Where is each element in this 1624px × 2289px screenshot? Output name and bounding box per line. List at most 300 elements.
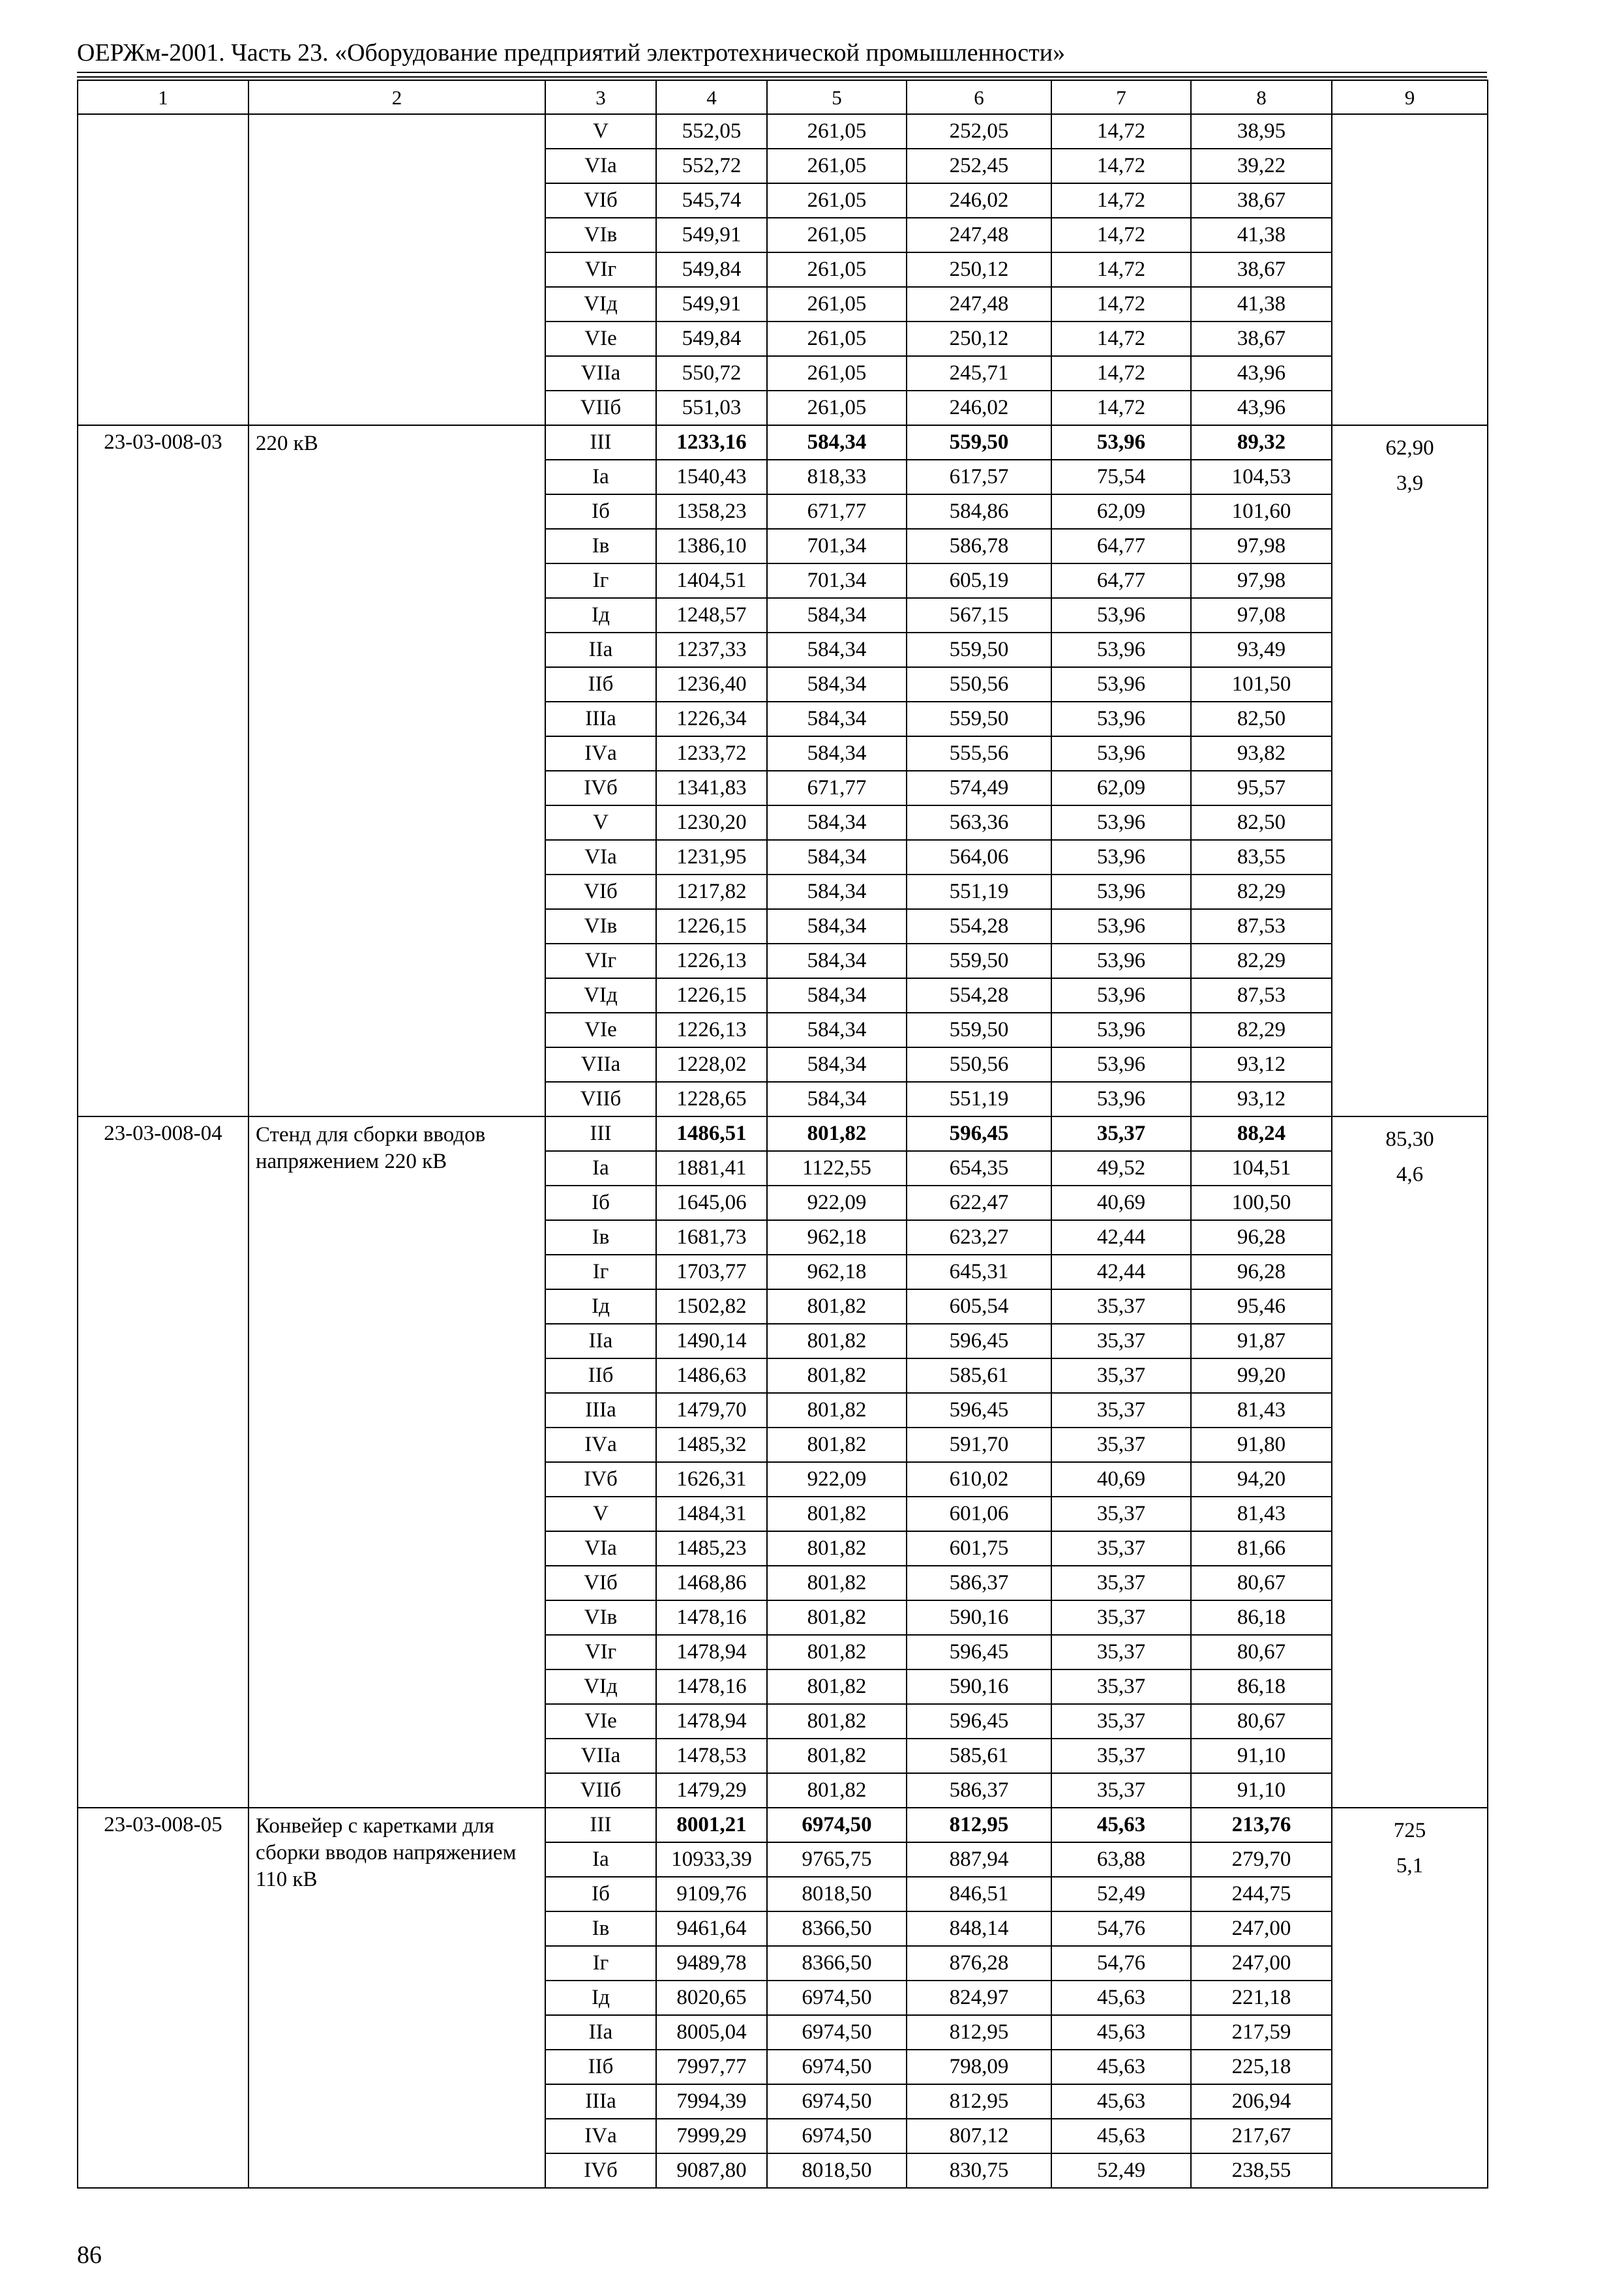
value-cell: 246,02 — [907, 391, 1051, 425]
value-cell: 86,18 — [1191, 1600, 1332, 1635]
value-cell: 584,34 — [767, 667, 907, 702]
column-number: 9 — [1332, 80, 1488, 114]
extra-value: 85,30 — [1385, 1128, 1434, 1151]
value-cell: 35,37 — [1051, 1358, 1191, 1393]
value-cell: 53,96 — [1051, 1082, 1191, 1116]
zone-cell: IVа — [545, 1428, 656, 1462]
value-cell: 35,37 — [1051, 1116, 1191, 1151]
zone-cell: VIе — [545, 322, 656, 356]
zone-cell: VIб — [545, 875, 656, 909]
value-cell: 8001,21 — [656, 1808, 767, 1842]
zone-cell: IVб — [545, 2153, 656, 2188]
value-cell: 87,53 — [1191, 909, 1332, 944]
value-cell: 6974,50 — [767, 2084, 907, 2119]
value-cell: 54,76 — [1051, 1911, 1191, 1946]
value-cell: 554,28 — [907, 978, 1051, 1013]
extra-value: 4,6 — [1396, 1163, 1424, 1186]
value-cell: 596,45 — [907, 1704, 1051, 1739]
value-cell: 552,72 — [656, 149, 767, 183]
value-cell: 1230,20 — [656, 805, 767, 840]
value-cell: 247,48 — [907, 287, 1051, 322]
value-cell: 53,96 — [1051, 633, 1191, 667]
value-cell: 559,50 — [907, 1013, 1051, 1047]
value-cell: 217,59 — [1191, 2015, 1332, 2050]
value-cell: 807,12 — [907, 2119, 1051, 2153]
value-cell: 81,66 — [1191, 1531, 1332, 1566]
value-cell: 52,49 — [1051, 1877, 1191, 1911]
value-cell: 584,34 — [767, 875, 907, 909]
zone-cell: Iв — [545, 1911, 656, 1946]
value-cell: 41,38 — [1191, 287, 1332, 322]
value-cell: 848,14 — [907, 1911, 1051, 1946]
value-cell: 1226,13 — [656, 944, 767, 978]
column-number: 5 — [767, 80, 907, 114]
zone-cell: IVа — [545, 2119, 656, 2153]
value-cell: 54,76 — [1051, 1946, 1191, 1981]
value-cell: 261,05 — [767, 391, 907, 425]
value-cell: 801,82 — [767, 1704, 907, 1739]
value-cell: 14,72 — [1051, 218, 1191, 252]
value-cell: 53,96 — [1051, 425, 1191, 460]
zone-cell: Iв — [545, 1220, 656, 1255]
item-code — [78, 114, 248, 425]
value-cell: 80,67 — [1191, 1635, 1332, 1669]
value-cell: 7994,39 — [656, 2084, 767, 2119]
value-cell: 53,96 — [1051, 805, 1191, 840]
value-cell: 53,96 — [1051, 875, 1191, 909]
value-cell: 6974,50 — [767, 2119, 907, 2153]
value-cell: 8005,04 — [656, 2015, 767, 2050]
zone-cell: IIа — [545, 633, 656, 667]
value-cell: 83,55 — [1191, 840, 1332, 875]
value-cell: 35,37 — [1051, 1773, 1191, 1808]
extra-value: 725 — [1393, 1819, 1426, 1842]
zone-cell: V — [545, 805, 656, 840]
value-cell: 14,72 — [1051, 287, 1191, 322]
value-cell: 244,75 — [1191, 1877, 1332, 1911]
zone-cell: IIа — [545, 1324, 656, 1358]
value-cell: 962,18 — [767, 1220, 907, 1255]
value-cell: 6974,50 — [767, 1808, 907, 1842]
value-cell: 559,50 — [907, 633, 1051, 667]
value-cell: 1237,33 — [656, 633, 767, 667]
value-cell: 585,61 — [907, 1358, 1051, 1393]
value-cell: 922,09 — [767, 1186, 907, 1220]
column-number: 6 — [907, 80, 1051, 114]
zone-cell: VIIа — [545, 1739, 656, 1773]
header-rule — [77, 72, 1487, 73]
value-cell: 671,77 — [767, 771, 907, 805]
extra-value: 5,1 — [1396, 1854, 1424, 1878]
value-cell: 250,12 — [907, 322, 1051, 356]
value-cell: 1122,55 — [767, 1151, 907, 1186]
value-cell: 567,15 — [907, 598, 1051, 633]
value-cell: 9109,76 — [656, 1877, 767, 1911]
item-name: Стенд для сборки вводов напряжением 220 кВ — [248, 1116, 545, 1808]
value-cell: 53,96 — [1051, 1013, 1191, 1047]
value-cell: 8366,50 — [767, 1911, 907, 1946]
value-cell: 8018,50 — [767, 2153, 907, 2188]
value-cell: 1233,16 — [656, 425, 767, 460]
column-number: 8 — [1191, 80, 1332, 114]
zone-cell: VIIб — [545, 391, 656, 425]
zone-cell: Iа — [545, 1151, 656, 1186]
column-number: 3 — [545, 80, 656, 114]
value-cell: 584,34 — [767, 633, 907, 667]
value-cell: 14,72 — [1051, 183, 1191, 218]
value-cell: 62,09 — [1051, 771, 1191, 805]
value-cell: 38,67 — [1191, 252, 1332, 287]
value-cell: 550,56 — [907, 1047, 1051, 1082]
value-cell: 812,95 — [907, 1808, 1051, 1842]
zone-cell: Iб — [545, 494, 656, 529]
value-cell: 35,37 — [1051, 1393, 1191, 1428]
value-cell: 97,98 — [1191, 529, 1332, 563]
value-cell: 1502,82 — [656, 1289, 767, 1324]
zone-cell: Iа — [545, 1842, 656, 1877]
value-cell: 1490,14 — [656, 1324, 767, 1358]
value-cell: 97,98 — [1191, 563, 1332, 598]
value-cell: 14,72 — [1051, 322, 1191, 356]
extra-cell — [1332, 425, 1488, 1116]
value-cell: 549,84 — [656, 252, 767, 287]
value-cell: 247,48 — [907, 218, 1051, 252]
value-cell: 801,82 — [767, 1635, 907, 1669]
value-cell: 96,28 — [1191, 1255, 1332, 1289]
extra-value: 3,9 — [1396, 471, 1424, 495]
value-cell: 962,18 — [767, 1255, 907, 1289]
value-cell: 82,50 — [1191, 702, 1332, 736]
value-cell: 53,96 — [1051, 736, 1191, 771]
value-cell: 801,82 — [767, 1116, 907, 1151]
table-header — [78, 80, 1488, 114]
value-cell: 1486,63 — [656, 1358, 767, 1393]
value-cell: 14,72 — [1051, 356, 1191, 391]
value-cell: 45,63 — [1051, 1981, 1191, 2015]
zone-cell: IVб — [545, 1462, 656, 1497]
value-cell: 584,34 — [767, 944, 907, 978]
rates-table — [77, 80, 1488, 2189]
value-cell: 8366,50 — [767, 1946, 907, 1981]
zone-cell: IVа — [545, 736, 656, 771]
value-cell: 549,91 — [656, 218, 767, 252]
value-cell: 585,61 — [907, 1739, 1051, 1773]
value-cell: 41,38 — [1191, 218, 1332, 252]
value-cell: 49,52 — [1051, 1151, 1191, 1186]
value-cell: 35,37 — [1051, 1635, 1191, 1669]
zone-cell: III — [545, 1808, 656, 1842]
value-cell: 40,69 — [1051, 1462, 1191, 1497]
value-cell: 7997,77 — [656, 2050, 767, 2084]
value-cell: 35,37 — [1051, 1497, 1191, 1531]
value-cell: 35,37 — [1051, 1566, 1191, 1600]
value-cell: 82,29 — [1191, 1013, 1332, 1047]
value-cell: 1226,15 — [656, 978, 767, 1013]
value-cell: 35,37 — [1051, 1669, 1191, 1704]
zone-cell: Iг — [545, 1946, 656, 1981]
zone-cell: VIе — [545, 1013, 656, 1047]
value-cell: 42,44 — [1051, 1220, 1191, 1255]
value-cell: 584,34 — [767, 702, 907, 736]
value-cell: 63,88 — [1051, 1842, 1191, 1877]
value-cell: 563,36 — [907, 805, 1051, 840]
value-cell: 261,05 — [767, 356, 907, 391]
zone-cell: VIIб — [545, 1082, 656, 1116]
value-cell: 93,12 — [1191, 1047, 1332, 1082]
value-cell: 584,86 — [907, 494, 1051, 529]
value-cell: 1703,77 — [656, 1255, 767, 1289]
value-cell: 1236,40 — [656, 667, 767, 702]
value-cell: 225,18 — [1191, 2050, 1332, 2084]
item-name: 220 кВ — [248, 425, 545, 1116]
value-cell: 93,12 — [1191, 1082, 1332, 1116]
value-cell: 9087,80 — [656, 2153, 767, 2188]
value-cell: 53,96 — [1051, 978, 1191, 1013]
value-cell: 53,96 — [1051, 909, 1191, 944]
value-cell: 801,82 — [767, 1566, 907, 1600]
value-cell: 45,63 — [1051, 2119, 1191, 2153]
zone-cell: Iг — [545, 563, 656, 598]
value-cell: 584,34 — [767, 598, 907, 633]
value-cell: 801,82 — [767, 1289, 907, 1324]
zone-cell: VIг — [545, 944, 656, 978]
value-cell: 1248,57 — [656, 598, 767, 633]
zone-cell: VIа — [545, 149, 656, 183]
value-cell: 14,72 — [1051, 252, 1191, 287]
value-cell: 252,05 — [907, 114, 1051, 149]
value-cell: 238,55 — [1191, 2153, 1332, 2188]
value-cell: 250,12 — [907, 252, 1051, 287]
extra-value: 62,90 — [1385, 436, 1434, 460]
value-cell: 97,08 — [1191, 598, 1332, 633]
value-cell: 610,02 — [907, 1462, 1051, 1497]
value-cell: 9461,64 — [656, 1911, 767, 1946]
column-number: 7 — [1051, 80, 1191, 114]
value-cell: 93,82 — [1191, 736, 1332, 771]
value-cell: 82,29 — [1191, 875, 1332, 909]
item-code: 23-03-008-03 — [78, 425, 248, 1116]
value-cell: 559,50 — [907, 944, 1051, 978]
value-cell: 574,49 — [907, 771, 1051, 805]
value-cell: 584,34 — [767, 840, 907, 875]
zone-cell: IIб — [545, 1358, 656, 1393]
zone-cell: VIб — [545, 1566, 656, 1600]
value-cell: 552,05 — [656, 114, 767, 149]
page-title: ОЕРЖм-2001. Часть 23. «Оборудование предприятий электротехнической промышленности» — [77, 39, 1066, 67]
value-cell: 1485,32 — [656, 1428, 767, 1462]
value-cell: 14,72 — [1051, 391, 1191, 425]
value-cell: 555,56 — [907, 736, 1051, 771]
value-cell: 10933,39 — [656, 1842, 767, 1877]
value-cell: 279,70 — [1191, 1842, 1332, 1877]
zone-cell: IVб — [545, 771, 656, 805]
value-cell: 1228,02 — [656, 1047, 767, 1082]
value-cell: 53,96 — [1051, 840, 1191, 875]
value-cell: 798,09 — [907, 2050, 1051, 2084]
value-cell: 1468,86 — [656, 1566, 767, 1600]
value-cell: 35,37 — [1051, 1704, 1191, 1739]
value-cell: 590,16 — [907, 1669, 1051, 1704]
value-cell: 701,34 — [767, 563, 907, 598]
value-cell: 1881,41 — [656, 1151, 767, 1186]
zone-cell: IIIа — [545, 1393, 656, 1428]
value-cell: 554,28 — [907, 909, 1051, 944]
value-cell: 564,06 — [907, 840, 1051, 875]
value-cell: 82,50 — [1191, 805, 1332, 840]
value-cell: 35,37 — [1051, 1289, 1191, 1324]
value-cell: 35,37 — [1051, 1600, 1191, 1635]
value-cell: 801,82 — [767, 1428, 907, 1462]
table-row — [78, 114, 1488, 149]
zone-cell: Iд — [545, 1981, 656, 2015]
value-cell: 52,49 — [1051, 2153, 1191, 2188]
item-code: 23-03-008-04 — [78, 1116, 248, 1808]
value-cell: 53,96 — [1051, 598, 1191, 633]
value-cell: 801,82 — [767, 1324, 907, 1358]
value-cell: 1217,82 — [656, 875, 767, 909]
zone-cell: V — [545, 114, 656, 149]
value-cell: 596,45 — [907, 1116, 1051, 1151]
value-cell: 45,63 — [1051, 2050, 1191, 2084]
value-cell: 551,19 — [907, 875, 1051, 909]
value-cell: 247,00 — [1191, 1911, 1332, 1946]
value-cell: 261,05 — [767, 149, 907, 183]
value-cell: 91,10 — [1191, 1739, 1332, 1773]
value-cell: 221,18 — [1191, 1981, 1332, 2015]
value-cell: 261,05 — [767, 114, 907, 149]
value-cell: 45,63 — [1051, 1808, 1191, 1842]
value-cell: 645,31 — [907, 1255, 1051, 1289]
value-cell: 801,82 — [767, 1669, 907, 1704]
value-cell: 551,19 — [907, 1082, 1051, 1116]
value-cell: 601,06 — [907, 1497, 1051, 1531]
value-cell: 549,84 — [656, 322, 767, 356]
value-cell: 846,51 — [907, 1877, 1051, 1911]
value-cell: 75,54 — [1051, 460, 1191, 494]
value-cell: 1226,15 — [656, 909, 767, 944]
value-cell: 6974,50 — [767, 1981, 907, 2015]
zone-cell: VIд — [545, 978, 656, 1013]
value-cell: 623,27 — [907, 1220, 1051, 1255]
value-cell: 101,50 — [1191, 667, 1332, 702]
value-cell: 586,37 — [907, 1566, 1051, 1600]
value-cell: 53,96 — [1051, 667, 1191, 702]
value-cell: 53,96 — [1051, 702, 1191, 736]
zone-cell: IIIа — [545, 702, 656, 736]
column-number-row — [78, 80, 1488, 114]
value-cell: 1645,06 — [656, 1186, 767, 1220]
value-cell: 38,67 — [1191, 322, 1332, 356]
value-cell: 40,69 — [1051, 1186, 1191, 1220]
value-cell: 81,43 — [1191, 1497, 1332, 1531]
value-cell: 94,20 — [1191, 1462, 1332, 1497]
zone-cell: VIв — [545, 909, 656, 944]
zone-cell: III — [545, 1116, 656, 1151]
value-cell: 9765,75 — [767, 1842, 907, 1877]
column-number: 1 — [78, 80, 248, 114]
value-cell: 206,94 — [1191, 2084, 1332, 2119]
value-cell: 550,72 — [656, 356, 767, 391]
value-cell: 801,82 — [767, 1497, 907, 1531]
zone-cell: VIг — [545, 1635, 656, 1669]
value-cell: 1479,70 — [656, 1393, 767, 1428]
value-cell: 38,95 — [1191, 114, 1332, 149]
zone-cell: IIIа — [545, 2084, 656, 2119]
value-cell: 38,67 — [1191, 183, 1332, 218]
value-cell: 1231,95 — [656, 840, 767, 875]
value-cell: 584,34 — [767, 1047, 907, 1082]
value-cell: 1478,94 — [656, 1704, 767, 1739]
zone-cell: VIв — [545, 218, 656, 252]
value-cell: 91,87 — [1191, 1324, 1332, 1358]
value-cell: 7999,29 — [656, 2119, 767, 2153]
zone-cell: VIв — [545, 1600, 656, 1635]
value-cell: 584,34 — [767, 978, 907, 1013]
value-cell: 93,49 — [1191, 633, 1332, 667]
value-cell: 701,34 — [767, 529, 907, 563]
value-cell: 596,45 — [907, 1324, 1051, 1358]
table-row — [78, 1808, 1488, 1842]
value-cell: 91,80 — [1191, 1428, 1332, 1462]
value-cell: 247,00 — [1191, 1946, 1332, 1981]
value-cell: 6974,50 — [767, 2050, 907, 2084]
value-cell: 812,95 — [907, 2015, 1051, 2050]
zone-cell: VIб — [545, 183, 656, 218]
value-cell: 617,57 — [907, 460, 1051, 494]
value-cell: 622,47 — [907, 1186, 1051, 1220]
value-cell: 53,96 — [1051, 944, 1191, 978]
value-cell: 584,34 — [767, 1082, 907, 1116]
item-name — [248, 114, 545, 425]
value-cell: 35,37 — [1051, 1531, 1191, 1566]
value-cell: 584,34 — [767, 736, 907, 771]
zone-cell: VIIа — [545, 356, 656, 391]
zone-cell: V — [545, 1497, 656, 1531]
value-cell: 1478,16 — [656, 1669, 767, 1704]
value-cell: 1484,31 — [656, 1497, 767, 1531]
value-cell: 671,77 — [767, 494, 907, 529]
zone-cell: VIIб — [545, 1773, 656, 1808]
column-number: 2 — [248, 80, 545, 114]
value-cell: 35,37 — [1051, 1324, 1191, 1358]
value-cell: 96,28 — [1191, 1220, 1332, 1255]
value-cell: 80,67 — [1191, 1704, 1332, 1739]
value-cell: 246,02 — [907, 183, 1051, 218]
zone-cell: Iг — [545, 1255, 656, 1289]
value-cell: 812,95 — [907, 2084, 1051, 2119]
value-cell: 824,97 — [907, 1981, 1051, 2015]
zone-cell: Iа — [545, 460, 656, 494]
value-cell: 53,96 — [1051, 1047, 1191, 1082]
zone-cell: IIб — [545, 2050, 656, 2084]
value-cell: 1358,23 — [656, 494, 767, 529]
value-cell: 100,50 — [1191, 1186, 1332, 1220]
value-cell: 1341,83 — [656, 771, 767, 805]
value-cell: 801,82 — [767, 1773, 907, 1808]
value-cell: 551,03 — [656, 391, 767, 425]
value-cell: 559,50 — [907, 702, 1051, 736]
zone-cell: VIд — [545, 1669, 656, 1704]
item-name: Конвейер с каретками для сборки вводов напряжением 110 кВ — [248, 1808, 545, 2188]
value-cell: 1226,13 — [656, 1013, 767, 1047]
value-cell: 104,51 — [1191, 1151, 1332, 1186]
value-cell: 261,05 — [767, 322, 907, 356]
value-cell: 1404,51 — [656, 563, 767, 598]
value-cell: 601,75 — [907, 1531, 1051, 1566]
column-number: 4 — [656, 80, 767, 114]
value-cell: 213,76 — [1191, 1808, 1332, 1842]
value-cell: 88,24 — [1191, 1116, 1332, 1151]
